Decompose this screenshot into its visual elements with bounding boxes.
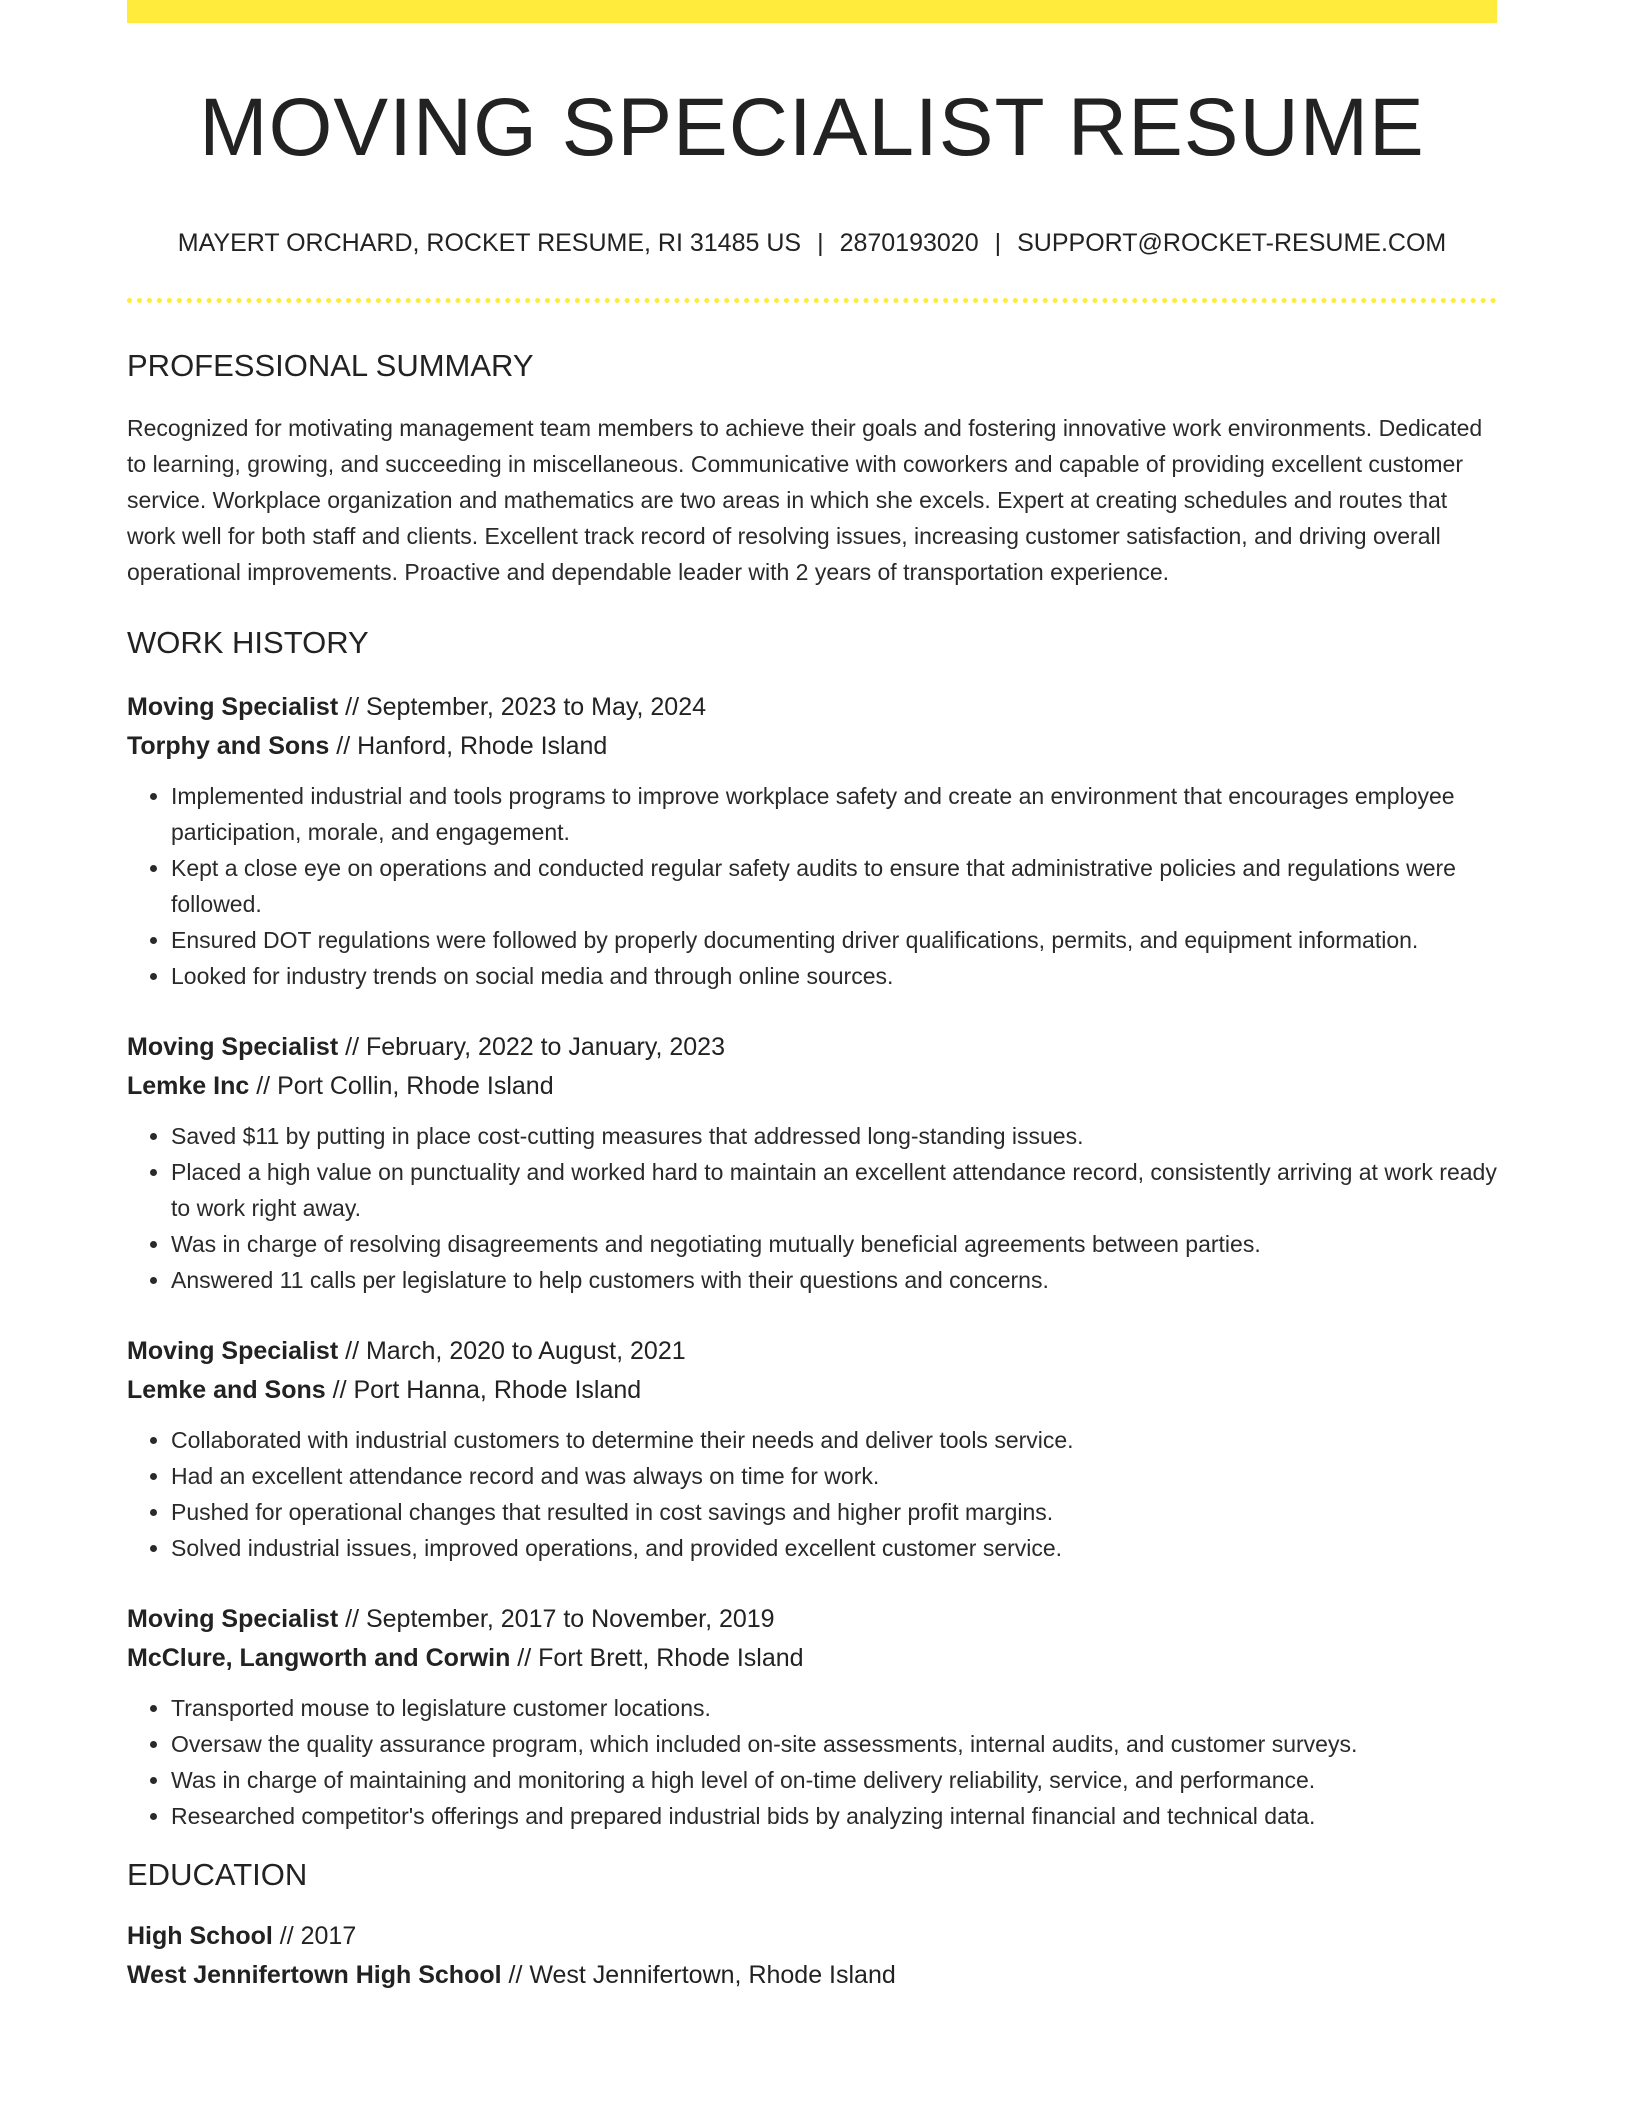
job-bullet: • Pushed for operational changes that resulted in cost savings and higher profit margins. [171, 1494, 1497, 1530]
education-degree: High School [127, 1921, 273, 1950]
job-bullet: • Transported mouse to legislature customer locations. [171, 1690, 1497, 1726]
work-history-section [127, 624, 1497, 1833]
job-bullet-list [127, 1118, 1497, 1298]
job-dates: September, 2017 to November, 2019 [365, 1604, 775, 1633]
job-entry [127, 688, 1497, 994]
education-school-line [127, 1956, 1497, 1995]
resume-title: MOVING SPECIALIST RESUME [199, 82, 1425, 173]
education-section [127, 1856, 1497, 1995]
education-year: 2017 [300, 1921, 357, 1950]
job-header [127, 1028, 1497, 1106]
job-dates: September, 2023 to May, 2024 [365, 692, 707, 721]
job-bullet: • Collaborated with industrial customers to determine their needs and deliver tools service. [171, 1422, 1497, 1458]
job-company-line [127, 1067, 1497, 1106]
contact-email: SUPPORT@ROCKET-RESUME.COM [1017, 229, 1447, 258]
job-bullet: • Was in charge of maintaining and monitoring a high level of on-time delivery reliability, service, and performance. [171, 1762, 1497, 1798]
job-title-line [127, 1332, 1497, 1371]
job-title-line [127, 1600, 1497, 1639]
field-separator: // [338, 1336, 366, 1365]
accent-top-bar [127, 0, 1497, 23]
job-header [127, 688, 1497, 766]
job-location: Fort Brett, Rhode Island [538, 1643, 804, 1672]
summary-heading: PROFESSIONAL SUMMARY [127, 348, 534, 384]
job-location: Port Collin, Rhode Island [277, 1071, 554, 1100]
job-bullet: • Placed a high value on punctuality and worked hard to maintain an excellent attendance record, consistently arriving at work ready to work right away. [171, 1154, 1497, 1226]
work-history-heading: WORK HISTORY [127, 625, 369, 661]
job-company: Lemke Inc [127, 1071, 250, 1100]
job-bullet: • Solved industrial issues, improved operations, and provided excellent customer service. [171, 1530, 1497, 1566]
job-bullet-list [127, 1690, 1497, 1834]
job-company-line [127, 727, 1497, 766]
job-title: Moving Specialist [127, 692, 339, 721]
job-title: Moving Specialist [127, 1032, 339, 1061]
job-header [127, 1332, 1497, 1410]
job-title: Moving Specialist [127, 1604, 339, 1633]
job-title-line [127, 1028, 1497, 1067]
job-bullet: • Kept a close eye on operations and conducted regular safety audits to ensure that administrative policies and regulations were followed. [171, 850, 1497, 922]
job-entry [127, 1332, 1497, 1566]
job-bullet: • Ensured DOT regulations were followed by properly documenting driver qualifications, permits, and equipment information. [171, 922, 1497, 958]
resume-page [127, 0, 1497, 1995]
job-dates: February, 2022 to January, 2023 [365, 1032, 725, 1061]
job-company: Torphy and Sons [127, 731, 330, 760]
job-company: McClure, Langworth and Corwin [127, 1643, 511, 1672]
job-bullet: • Implemented industrial and tools programs to improve workplace safety and create an environment that encourages employee participation, morale, and engagement. [171, 778, 1497, 850]
job-bullet: • Researched competitor's offerings and prepared industrial bids by analyzing internal financial and technical data. [171, 1798, 1497, 1834]
job-bullet: • Answered 11 calls per legislature to help customers with their questions and concerns. [171, 1262, 1497, 1298]
contact-separator: | [994, 229, 1002, 258]
job-list [127, 688, 1497, 1834]
job-bullet-list [127, 778, 1497, 994]
field-separator: // [338, 1604, 366, 1633]
field-separator: // [338, 692, 366, 721]
job-company-line [127, 1639, 1497, 1678]
contact-phone: 2870193020 [839, 229, 979, 258]
education-school: West Jennifertown High School [127, 1960, 502, 1989]
contact-address: MAYERT ORCHARD, ROCKET RESUME, RI 31485 US [177, 229, 802, 258]
job-header [127, 1600, 1497, 1678]
job-bullet: • Saved $11 by putting in place cost-cutting measures that addressed long-standing issues. [171, 1118, 1497, 1154]
education-heading: EDUCATION [127, 1856, 308, 1892]
field-separator: // [510, 1643, 539, 1672]
job-company: Lemke and Sons [127, 1375, 326, 1404]
job-bullet: • Oversaw the quality assurance program, which included on-site assessments, internal audits, and customer surveys. [171, 1726, 1497, 1762]
job-bullet: • Looked for industry trends on social media and through online sources. [171, 958, 1497, 994]
job-location: Port Hanna, Rhode Island [353, 1375, 642, 1404]
field-separator: // [501, 1960, 530, 1989]
education-location: West Jennifertown, Rhode Island [529, 1960, 896, 1989]
dotted-divider [127, 298, 1497, 303]
education-degree-line [127, 1917, 1497, 1956]
field-separator: // [272, 1921, 301, 1950]
summary-text: Recognized for motivating management team members to achieve their goals and fostering innovative work environments. Dedicated to learning, growing, and succeeding in miscellaneous. Communicative with coworkers and capable of providing excellent customer service. Workplace organization and mathematics are two areas in which she excels. Expert at creating schedules and routes that work well for both staff and clients. Excellent track record of resolving issues, increasing customer satisfaction, and driving overall operational improvements. Proactive and dependable leader with 2 years of transportation experience. [127, 415, 1483, 586]
job-title-line [127, 688, 1497, 727]
job-location: Hanford, Rhode Island [357, 731, 608, 760]
contact-separator: | [817, 229, 824, 258]
job-bullet: • Was in charge of resolving disagreements and negotiating mutually beneficial agreements between parties. [171, 1226, 1497, 1262]
summary-section [127, 347, 1497, 590]
job-title: Moving Specialist [127, 1336, 339, 1365]
job-bullet-list [127, 1422, 1497, 1566]
job-dates: March, 2020 to August, 2021 [365, 1336, 686, 1365]
job-company-line [127, 1371, 1497, 1410]
field-separator: // [325, 1375, 354, 1404]
education-entry [127, 1917, 1497, 1995]
job-entry [127, 1600, 1497, 1834]
field-separator: // [338, 1032, 366, 1061]
field-separator: // [249, 1071, 278, 1100]
field-separator: // [329, 731, 358, 760]
job-entry [127, 1028, 1497, 1298]
contact-line [127, 228, 1497, 258]
job-bullet: • Had an excellent attendance record and was always on time for work. [171, 1458, 1497, 1494]
